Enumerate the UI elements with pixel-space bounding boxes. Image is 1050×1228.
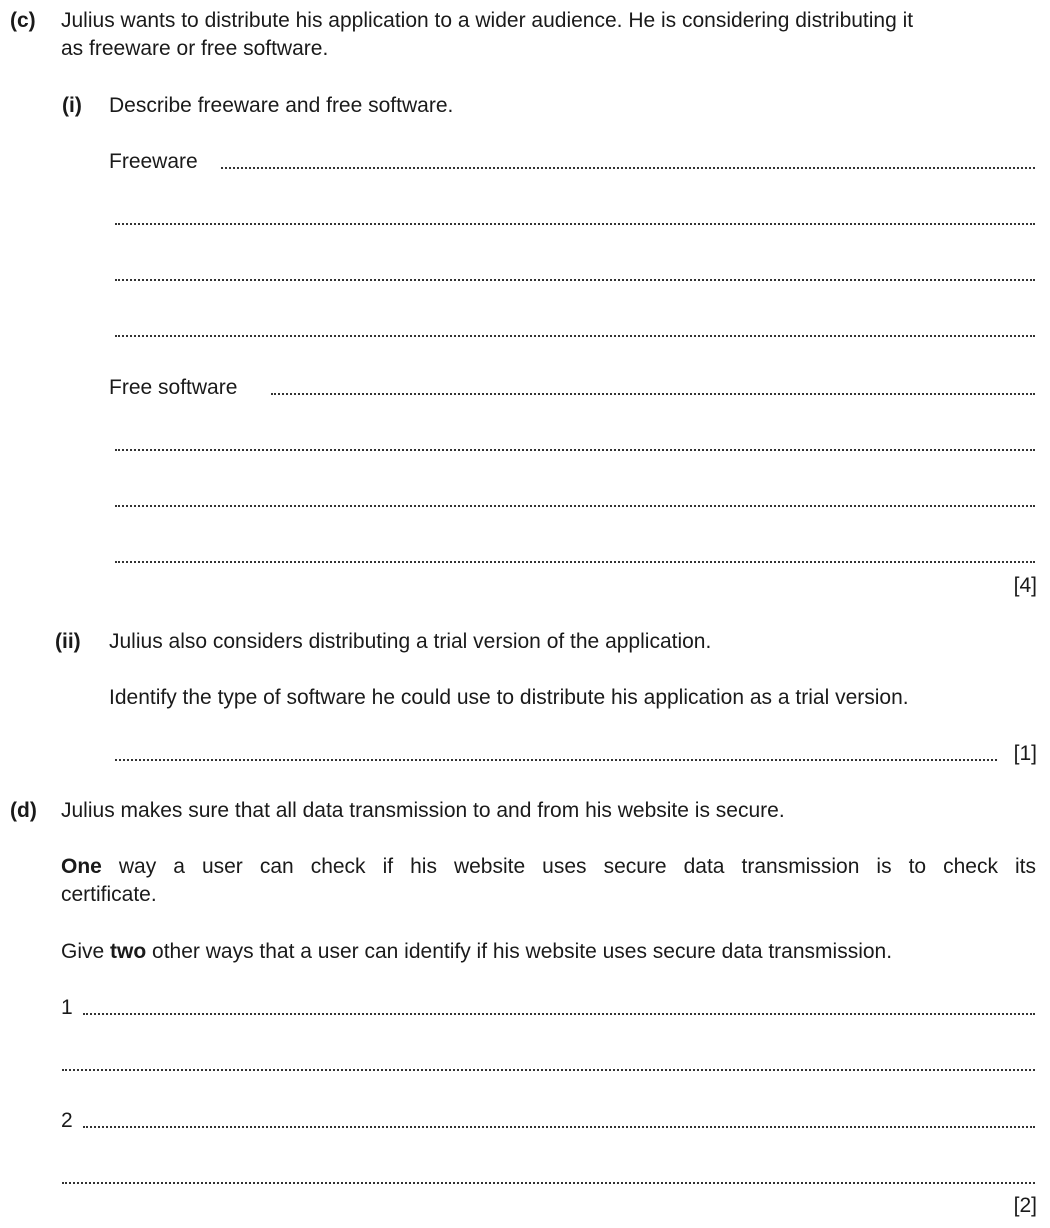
part-c-intro-line2: as freeware or free software. [61,37,329,60]
part-d-question [61,941,892,962]
part-d-question-bold: two [110,940,147,963]
part-d-intro: Julius makes sure that all data transmission to and from his website is secure. [61,799,785,822]
sub-ii-answer-line[interactable] [115,759,997,761]
part-d-question-pre: Give [61,940,105,963]
free-software-answer-line-2[interactable] [115,449,1035,451]
freeware-answer-line-2[interactable] [115,223,1035,225]
answer-1-line-1[interactable] [83,1013,1035,1015]
free-software-answer-line-3[interactable] [115,505,1035,507]
answer-2-line-2[interactable] [62,1182,1035,1184]
part-d-paragraph-line1 [61,856,1036,877]
part-c-intro-line1: Julius wants to distribute his application to a wider audience. He is considering distributing it [61,9,914,32]
part-d-question-post: other ways that a user can identify if his website uses secure data transmission. [152,940,893,963]
sub-ii-question: Identify the type of software he could use to distribute his application as a trial version. [109,686,909,709]
sub-ii-label: (ii) [55,630,81,653]
part-d-para-line1-rest: way a user can check if his website uses secure data transmission is to check its [118,855,1036,878]
sub-ii-context: Julius also considers distributing a trial version of the application. [109,630,712,653]
freeware-answer-line-3[interactable] [115,279,1035,281]
freeware-label: Freeware [109,150,198,173]
part-d-paragraph-line2: certificate. [61,883,157,906]
part-c-label: (c) [10,9,36,32]
part-d-label: (d) [10,799,37,822]
part-d-bold-one: One [61,855,102,878]
part-d-marks: [2] [1013,1194,1037,1217]
sub-i-marks: [4] [1013,574,1037,597]
free-software-answer-line-4[interactable] [115,561,1035,563]
answer-1-line-2[interactable] [62,1069,1035,1071]
sub-ii-marks: [1] [1013,742,1037,765]
answer-1-label: 1 [61,996,73,1019]
sub-i-question: Describe freeware and free software. [109,94,454,117]
freeware-answer-line-1[interactable] [221,167,1035,169]
answer-2-line-1[interactable] [83,1126,1035,1128]
free-software-label: Free software [109,376,238,399]
sub-i-label: (i) [62,94,82,117]
answer-2-label: 2 [61,1109,73,1132]
free-software-answer-line-1[interactable] [271,393,1035,395]
freeware-answer-line-4[interactable] [115,335,1035,337]
